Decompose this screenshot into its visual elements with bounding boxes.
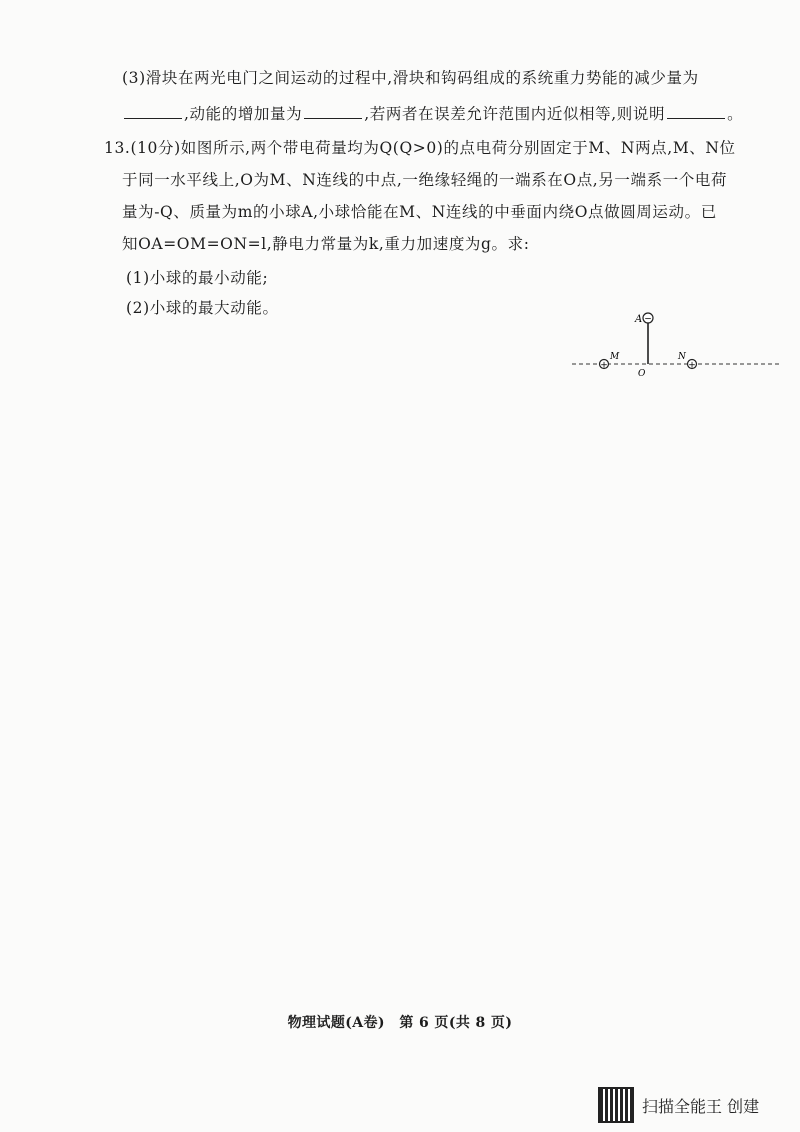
label-n: N xyxy=(678,352,686,362)
q13-sub2: (2)小球的最大动能。 xyxy=(126,299,279,317)
charge-n-sign: + xyxy=(688,360,696,371)
watermark-text: 扫描全能王 创建 xyxy=(642,1096,760,1116)
q13-line1: 13.(10分)如图所示,两个带电荷量均为Q(Q>0)的点电荷分别固定于M、N两点,M、N位 xyxy=(104,139,736,157)
q13-sub1: (1)小球的最小动能; xyxy=(126,269,269,287)
label-a: A xyxy=(635,314,643,325)
answer-blank-3[interactable] xyxy=(667,104,725,119)
q3-line1 xyxy=(122,66,699,88)
ball-a-sign: − xyxy=(644,314,652,325)
charge-m-sign: + xyxy=(600,360,608,371)
q13-line4: 知OA=OM=ON=l,静电力常量为k,重力加速度为g。求: xyxy=(122,235,530,253)
page-footer: 物理试题(A卷) 第 6 页(共 8 页) xyxy=(287,1015,513,1031)
answer-blank-1[interactable] xyxy=(124,104,182,119)
q3-line2-b: ,若两者在误差允许范围内近似相等,则说明 xyxy=(364,105,666,123)
q13-line2: 于同一水平线上,O为M、N连线的中点,一绝缘轻绳的一端系在O点,另一端系一个电荷 xyxy=(122,171,728,189)
qr-code-icon xyxy=(598,1087,634,1123)
q3-line1-text: (3)滑块在两光电门之间运动的过程中,滑块和钩码组成的系统重力势能的减少量为 xyxy=(122,69,699,87)
answer-blank-2[interactable] xyxy=(304,104,362,119)
charge-diagram xyxy=(560,300,790,390)
scanner-watermark xyxy=(598,1085,759,1125)
q13-line3: 量为-Q、质量为m的小球A,小球恰能在M、N连线的中垂面内绕O点做圆周运动。已 xyxy=(122,203,717,221)
q3-line2-end: 。 xyxy=(727,105,744,123)
charge-diagram-svg xyxy=(560,300,790,390)
label-o: O xyxy=(638,369,646,379)
label-m: M xyxy=(610,352,620,362)
q3-line2 xyxy=(122,102,743,124)
q3-line2-a: ,动能的增加量为 xyxy=(184,105,303,123)
